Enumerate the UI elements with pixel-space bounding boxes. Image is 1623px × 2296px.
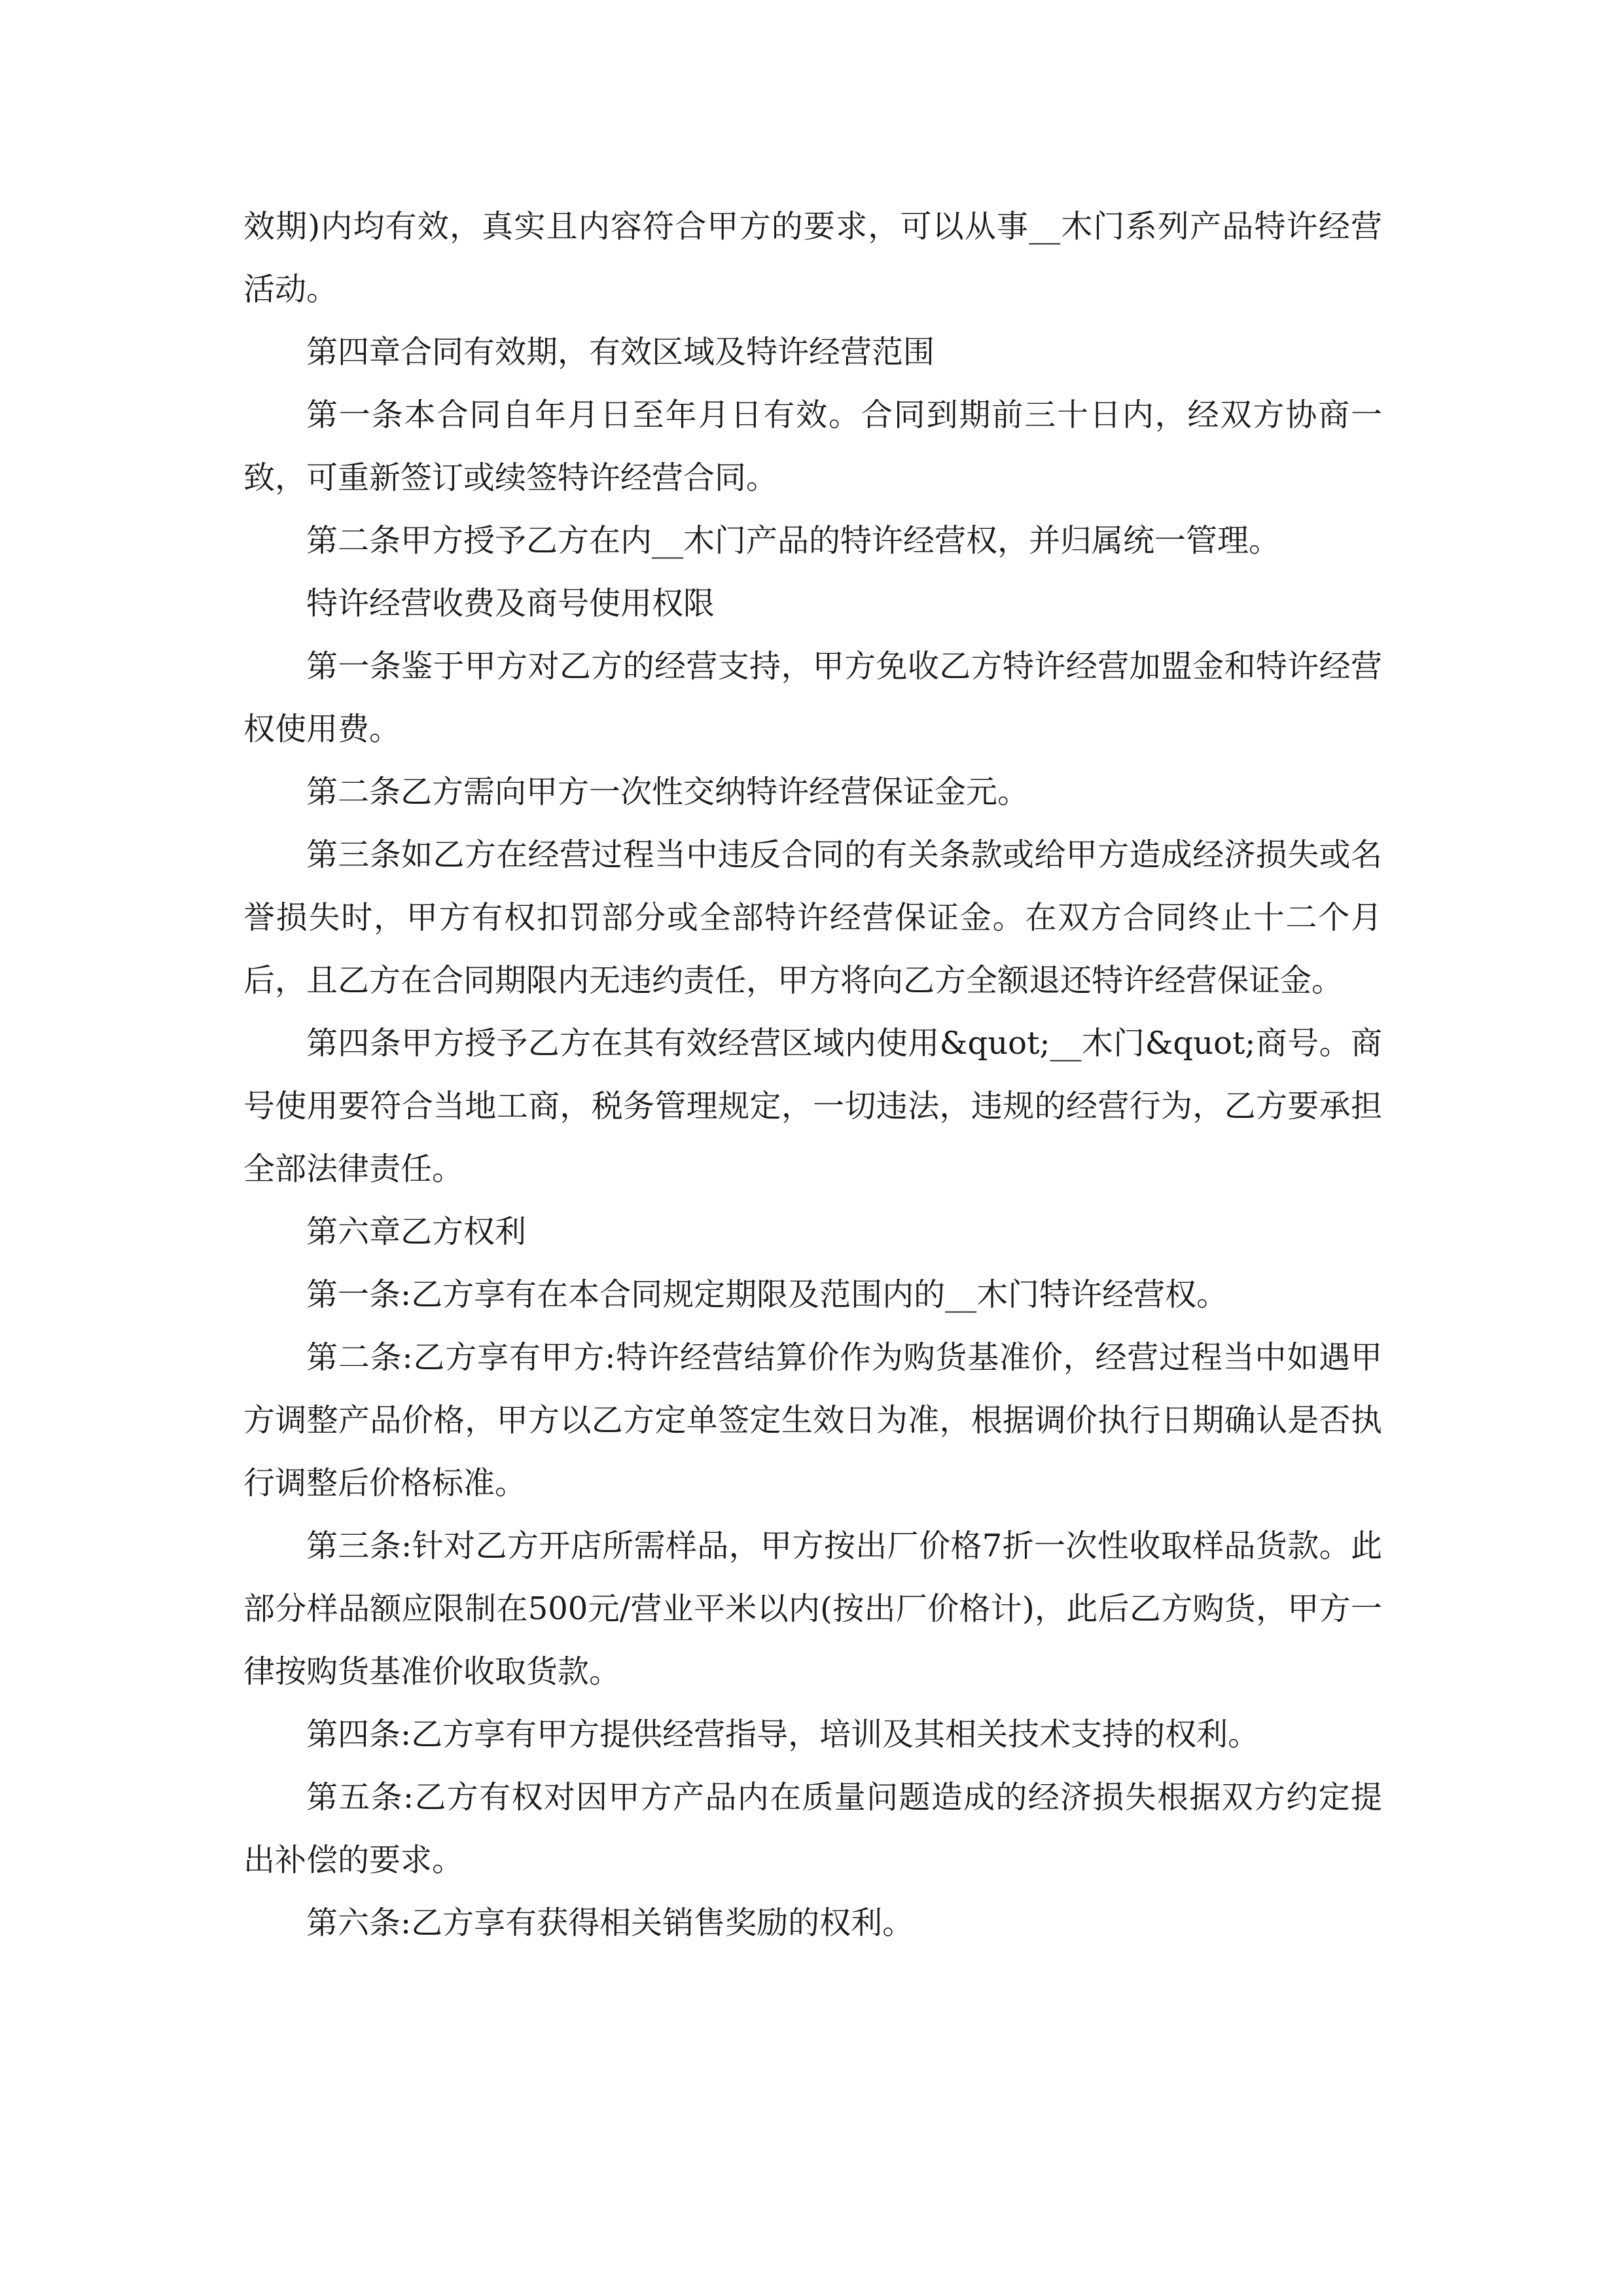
chapter-heading-4: 第四章合同有效期，有效区域及特许经营范围 xyxy=(306,334,935,370)
paragraph: 第三条如乙方在经营过程当中违反合同的有关条款或给甲方造成经济损失或名誉损失时，甲方有权扣罚部分或全部特许经营保证金。在双方合同终止十二个月后，且乙方在合同期限内无违约责任，甲方将向乙方全额退还特许经营保证金。 xyxy=(243,836,1382,999)
paragraph: 第四条甲方授予乙方在其有效经营区域内使用&quot;__木门&quot;商号。商号使用要符合当地工商，税务管理规定，一切违法，违规的经营行为，乙方要承担全部法律责任。 xyxy=(243,1025,1382,1187)
paragraph-continuation: 效期)内均有效，真实且内容符合甲方的要求，可以从事__木门系列产品特许经营活动。 xyxy=(243,208,1382,308)
section-heading-fees: 特许经营收费及商号使用权限 xyxy=(306,585,715,622)
chapter-heading-6: 第六章乙方权利 xyxy=(306,1213,527,1250)
document-body xyxy=(243,195,1382,1954)
paragraph: 第二条:乙方享有甲方:特许经营结算价作为购货基准价，经营过程当中如遇甲方调整产品价格，甲方以乙方定单签定生效日为准，根据调价执行日期确认是否执行调整后价格标准。 xyxy=(243,1339,1382,1501)
paragraph: 第一条鉴于甲方对乙方的经营支持，甲方免收乙方特许经营加盟金和特许经营权使用费。 xyxy=(243,648,1382,747)
paragraph: 第二条甲方授予乙方在内__木门产品的特许经营权，并归属统一管理。 xyxy=(306,522,1281,559)
paragraph: 第五条:乙方有权对因甲方产品内在质量问题造成的经济损失根据双方约定提出补偿的要求。 xyxy=(243,1779,1382,1878)
paragraph: 第二条乙方需向甲方一次性交纳特许经营保证金元。 xyxy=(306,774,1029,810)
paragraph: 第六条:乙方享有获得相关销售奖励的权利。 xyxy=(306,1905,914,1941)
paragraph: 第一条本合同自年月日至年月日有效。合同到期前三十日内，经双方协商一致，可重新签订或续签特许经营合同。 xyxy=(243,397,1382,496)
paragraph: 第三条:针对乙方开店所需样品，甲方按出厂价格7折一次性收取样品货款。此部分样品额应限制在500元/营业平米以内(按出厂价格计)，此后乙方购货，甲方一律按购货基准价收取货款。 xyxy=(243,1528,1382,1690)
paragraph: 第四条:乙方享有甲方提供经营指导，培训及其相关技术支持的权利。 xyxy=(306,1716,1260,1753)
paragraph: 第一条:乙方享有在本合同规定期限及范围内的__木门特许经营权。 xyxy=(306,1276,1228,1313)
